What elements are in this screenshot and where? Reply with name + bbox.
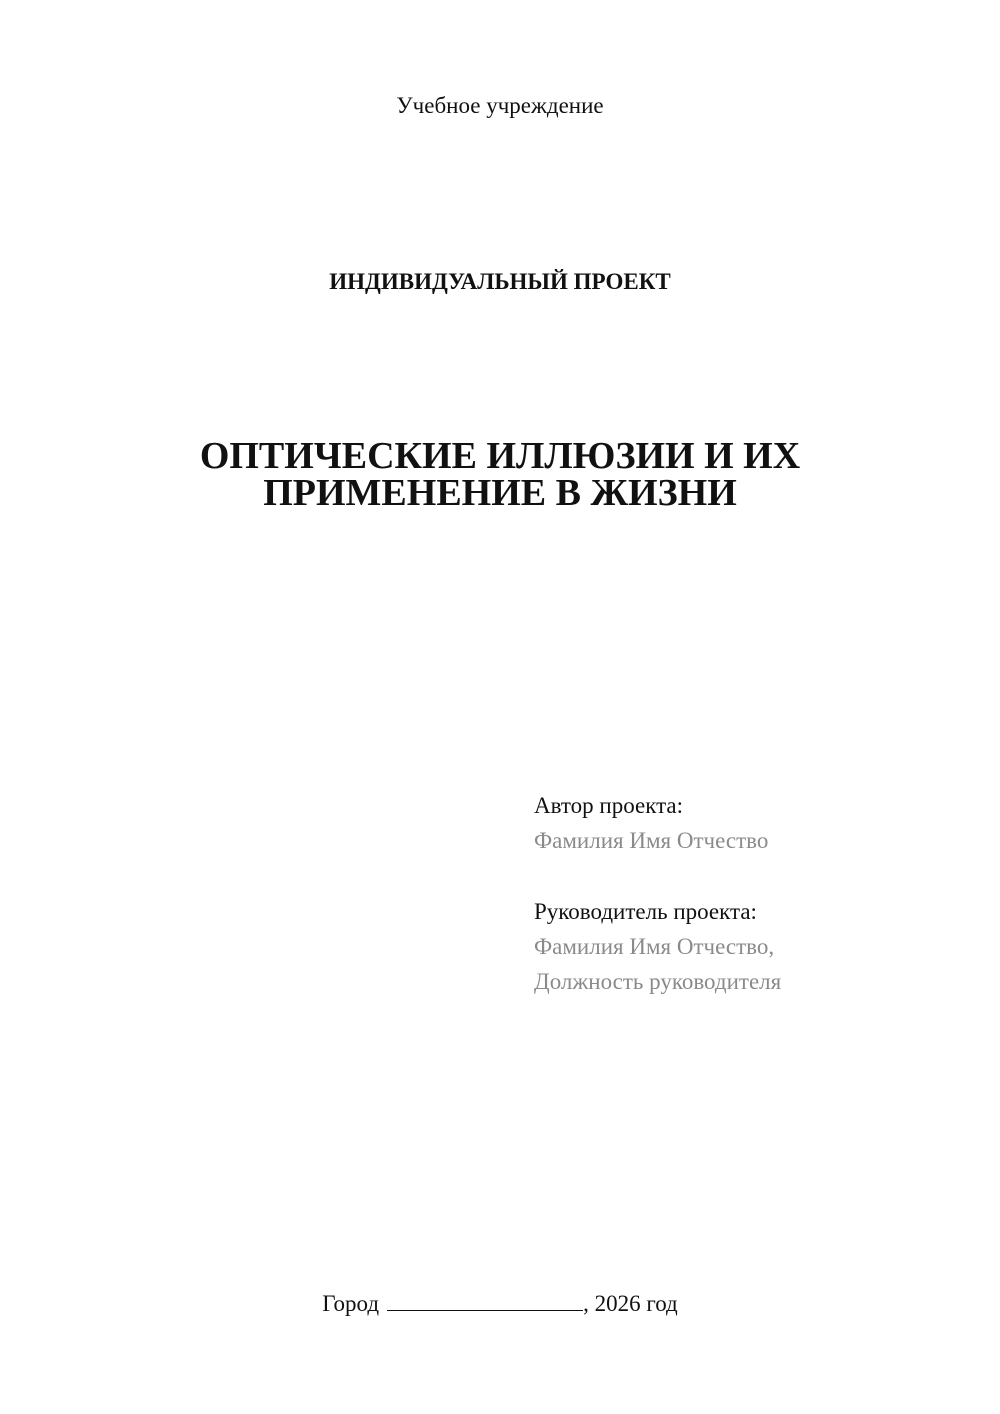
supervisor-label: Руководитель проекта: — [534, 899, 757, 924]
project-title — [36, 435, 1000, 514]
project-type-heading: ИНДИВИДУАЛЬНЫЙ ПРОЕКТ — [329, 269, 671, 294]
author-label: Автор проекта: — [534, 793, 683, 818]
city-blank-line — [387, 1290, 583, 1311]
author-name: Фамилия Имя Отчество — [534, 828, 769, 853]
project-title-line-2: ПРИМЕНЕНИЕ В ЖИЗНИ — [263, 472, 737, 514]
supervisor-position: Должность руководителя — [534, 969, 782, 994]
city-year-footer — [36, 1290, 1000, 1318]
city-label: Город — [322, 1291, 380, 1316]
project-meta-block — [534, 788, 781, 999]
year-text: , 2026 год — [583, 1291, 678, 1316]
project-title-line-1: ОПТИЧЕСКИЕ ИЛЛЮЗИИ И ИХ — [199, 435, 801, 477]
institution-name: Учебное учреждение — [396, 93, 604, 118]
meta-spacer — [534, 858, 781, 894]
supervisor-name: Фамилия Имя Отчество, — [534, 934, 775, 959]
